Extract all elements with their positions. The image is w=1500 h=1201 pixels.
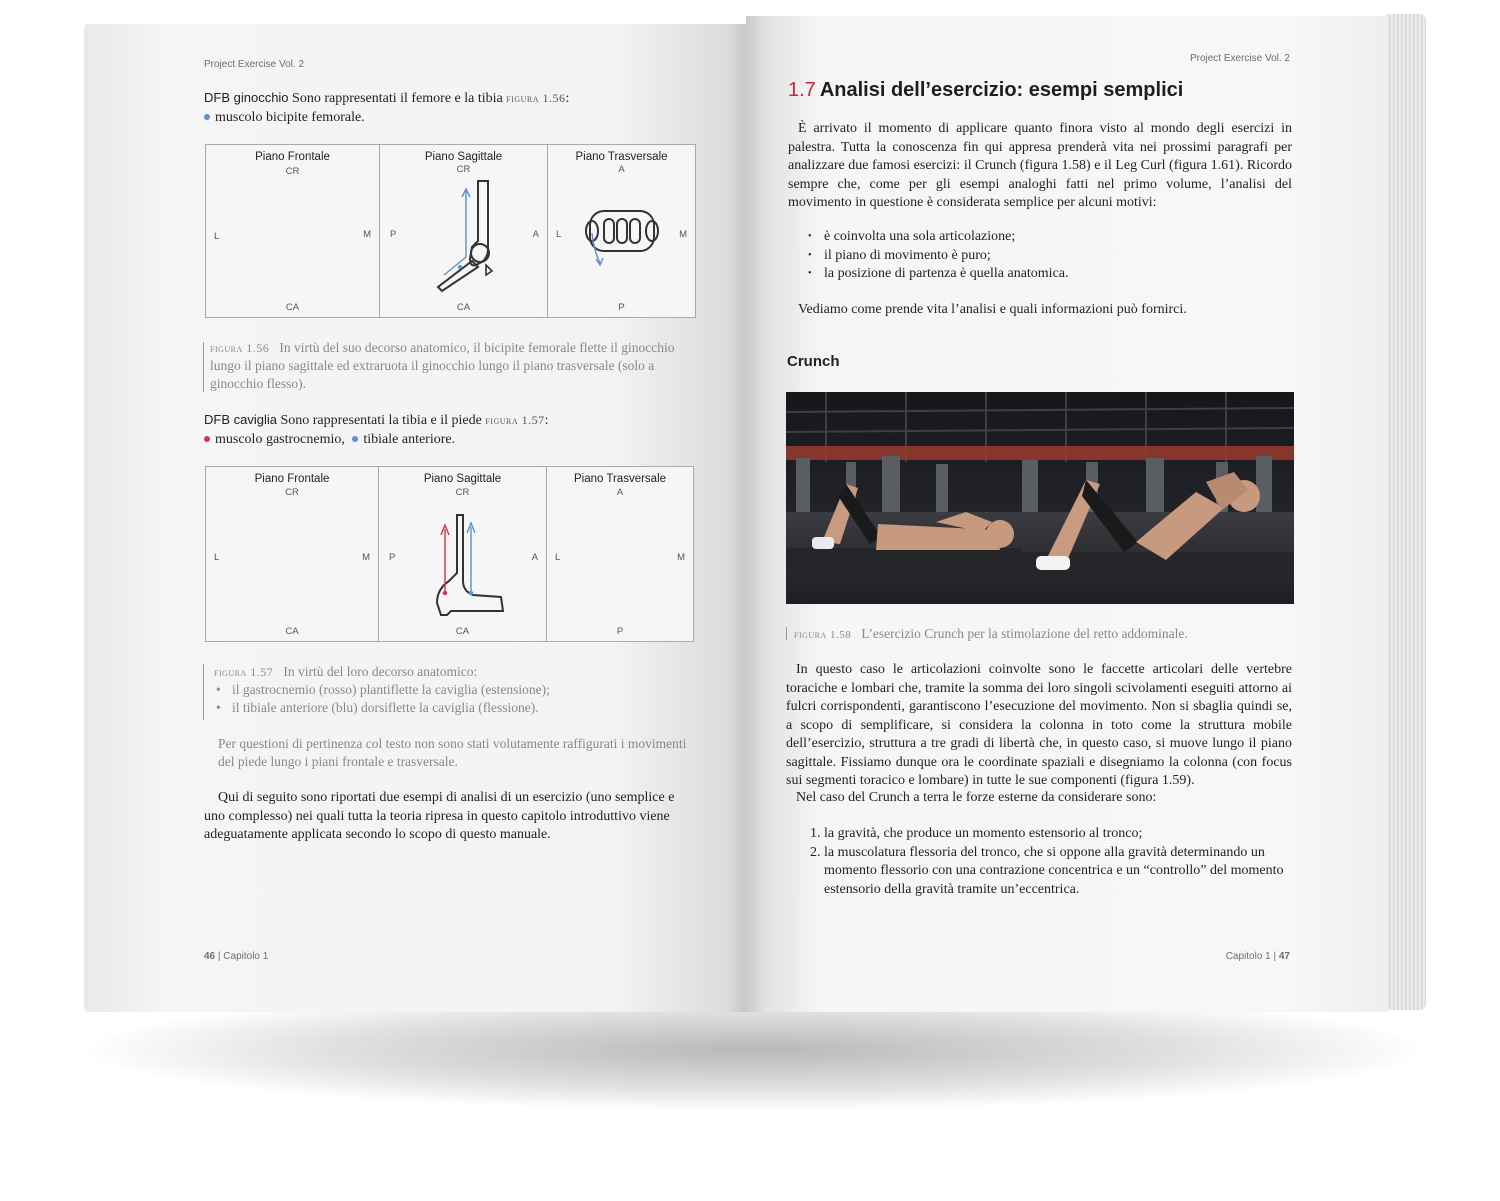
section-heading (788, 79, 1308, 102)
list-item: 1. la gravità, che produce un momento estensorio al tronco; (824, 825, 1310, 844)
section-number: 1.7 (788, 79, 816, 101)
left-paragraph: Qui di seguito sono riportati due esempi di analisi di un esercizio (uno semplice e uno complesso) nei quali tutta la teoria ripresa in questo capitolo introduttivo viene adeguatamente applicata secondo lo scopo di questo manuale. (204, 790, 675, 842)
ankle-heading: DFB caviglia (204, 412, 277, 427)
panel-left-label: L (555, 552, 561, 563)
list-item-text: è coinvolta una sola articolazione; (824, 229, 1016, 244)
panel-right-label: A (531, 552, 538, 563)
panel-title: Piano Trasversale (573, 473, 667, 485)
left-running-head: Project Exercise Vol. 2 (204, 59, 305, 70)
panel-bottom-label: CA (456, 302, 471, 313)
panel-top-label: CR (285, 487, 299, 498)
knee-frontal-panel (206, 145, 380, 317)
list-item-text: la posizione di partenza è quella anatomica. (824, 266, 1069, 281)
panel-top-label: A (618, 164, 625, 175)
panel-left-label: P (390, 229, 397, 240)
caption-text: In virtù del suo decorso anatomico, il bicipite femorale flette il ginocchio lungo il piano sagittale ed extraruota il ginocchio lungo il piano trasversale (solo a ginocchio flesso). (210, 340, 675, 391)
ankle-sagittal-drawing (423, 511, 513, 621)
caption-bar (203, 664, 204, 720)
panel-left-label: L (556, 229, 562, 240)
body-paragraph-2: In questo caso le articolazioni coinvolte sono le faccette articolari delle vertebre toraciche e lombari che, tramite la somma dei loro singoli scivolamenti eseguiti attorno ai fulcri corrispondenti, garantiscono l’esecuzione del movimento. Non si sbaglia quindi se, a scopo di semplificare, si considera la colonna in toto come la struttura mobile dell’esercizio, struttura a tre gradi di libertà che, in questo caso, si muove lungo il piano sagittale. Fissiamo dunque ora le coordinate spaziali e disegniamo la colonna (con focus sui segmenti toracico e lombare) in tutte le sue componenti (figura 1.59). (786, 662, 1292, 788)
caption-note: Per questioni di pertinenza col testo non sono stati volutamente raffigurati i movimenti del piede lungo i piani frontale e trasversale. (218, 736, 687, 769)
panel-right-label: M (362, 552, 370, 563)
crunch-photo-illustration (786, 392, 1294, 604)
red-legend-dot (204, 436, 210, 442)
panel-title: Piano Frontale (255, 151, 330, 163)
list-item: 2. la muscolatura flessoria del tronco, che si oppone alla gravità determinando un momento flessorio con una contrazione concentrica e un “controllo” del momento estensorio della gravità tramite un’eccentrica. (824, 844, 1310, 900)
ankle-intro (204, 411, 624, 449)
panel-bottom-label: CA (455, 626, 470, 637)
right-footer-chapter: Capitolo 1 | (1225, 951, 1277, 962)
panel-title: Piano Sagittale (423, 473, 502, 485)
conditions-list (806, 228, 1286, 284)
ankle-transverse-panel (547, 467, 693, 641)
knee-fig-ref-suffix: : (565, 91, 570, 106)
panel-right-label: M (679, 229, 687, 240)
knee-transverse-drawing (584, 203, 664, 273)
panel-top-label: CR (455, 487, 470, 498)
ankle-fig-ref-suffix: : (544, 413, 549, 428)
subheading-crunch: Crunch (787, 353, 840, 370)
knee-legend-item: muscolo bicipite femorale. (215, 109, 365, 125)
ankle-text: Sono rappresentati la tibia e il piede (276, 413, 486, 428)
knee-diagram (205, 144, 696, 318)
forces-list (804, 825, 1310, 899)
section-title: Analisi dell’esercizio: esempi semplici (819, 79, 1184, 101)
panel-bottom-label: CA (285, 626, 299, 637)
panel-bottom-label: CA (285, 302, 300, 313)
lead-sentence: Vediamo come prende vita l’analisi e quali informazioni può fornirci. (798, 302, 1187, 317)
knee-intro (204, 89, 624, 127)
ankle-legend-red: muscolo gastrocnemio, (215, 431, 345, 447)
blue-legend-dot (204, 114, 210, 120)
ankle-sagittal-panel (379, 467, 547, 641)
left-footer-chapter: | Capitolo 1 (217, 951, 269, 962)
knee-transverse-panel (548, 145, 695, 317)
figure-caption-1-57 (214, 663, 694, 717)
knee-heading: DFB ginocchio (204, 90, 289, 105)
list-item-text: il gastrocnemio (rosso) plantiflette la caviglia (estensione); (232, 682, 550, 697)
caption-text: L’esercizio Crunch per la stimolazione del retto addominale. (861, 626, 1188, 641)
caption-intro: In virtù del loro decorso anatomico: (283, 664, 478, 679)
list-item-text: il tibiale anteriore (blu) dorsiflette la caviglia (flessione). (232, 700, 539, 715)
panel-title: Piano Sagittale (424, 151, 503, 163)
caption-bar (203, 342, 204, 392)
knee-sagittal-drawing (430, 179, 510, 295)
panel-title: Piano Trasversale (575, 151, 668, 163)
panel-left-label: P (389, 552, 396, 563)
panel-bottom-label: P (618, 302, 625, 313)
panel-title: Piano Frontale (254, 473, 330, 485)
list-item: • la posizione di partenza è quella anatomica. (808, 266, 1069, 281)
panel-right-label: M (677, 552, 685, 563)
caption-label: figura 1.56 (210, 341, 270, 355)
figure-caption-1-58 (794, 625, 1292, 644)
list-item: • il piano di movimento è puro; (808, 247, 991, 263)
right-footer (1150, 951, 1290, 962)
caption-bar (786, 627, 787, 640)
intro-paragraph: È arrivato il momento di applicare quanto finora visto al mondo degli esercizi in palestra. Tutta la conoscenza fin qui appresa prenderà vita nei prossimi paragrafi per analizzare due famosi esercizi: il Crunch (figura 1.58) e il Leg Curl (figura 1.61). Ricordo sempre che, come per gli esempi analoghi fatti nel primo volume, l’analisi del movimento in questione è considerata semplice per alcuni motivi: (788, 121, 1292, 210)
caption-list (214, 681, 694, 717)
list-item: • il tibiale anteriore (blu) dorsiflette la caviglia (flessione). (216, 700, 539, 715)
right-running-head: Project Exercise Vol. 2 (1189, 53, 1290, 64)
ankle-fig-ref: figura 1.57 (485, 413, 545, 427)
page-edges (1386, 14, 1426, 1010)
panel-left-label: L (214, 231, 220, 242)
blue-legend-dot (352, 436, 358, 442)
caption-label: figura 1.57 (214, 665, 274, 679)
list-item: • è coinvolta una sola articolazione; (808, 229, 1016, 244)
panel-right-label: M (363, 229, 371, 240)
right-page-number: 47 (1278, 951, 1290, 962)
figure-caption-1-56 (210, 339, 694, 393)
panel-bottom-label: P (616, 626, 624, 637)
body-paragraph-3: Nel caso del Crunch a terra le forze esterne da considerare sono: (796, 790, 1157, 805)
knee-fig-ref: figura 1.56 (506, 91, 566, 105)
ankle-diagram (205, 466, 694, 642)
panel-top-label: CR (456, 164, 471, 175)
crunch-photo (786, 392, 1294, 604)
left-page-number: 46 (204, 951, 216, 962)
panel-top-label: CR (285, 166, 300, 177)
panel-left-label: L (214, 552, 220, 563)
caption-label: figura 1.58 (794, 629, 852, 641)
panel-top-label: A (616, 487, 624, 498)
list-item: • il gastrocnemio (rosso) plantiflette la caviglia (estensione); (216, 682, 550, 697)
ankle-frontal-panel (206, 467, 379, 641)
left-footer (204, 951, 268, 962)
panel-right-label: A (532, 229, 539, 240)
knee-sagittal-panel (380, 145, 548, 317)
list-item-text: il piano di movimento è puro; (824, 247, 991, 263)
knee-text: Sono rappresentati il femore e la tibia (288, 91, 507, 106)
ankle-legend-blue: tibiale anteriore. (363, 431, 456, 447)
